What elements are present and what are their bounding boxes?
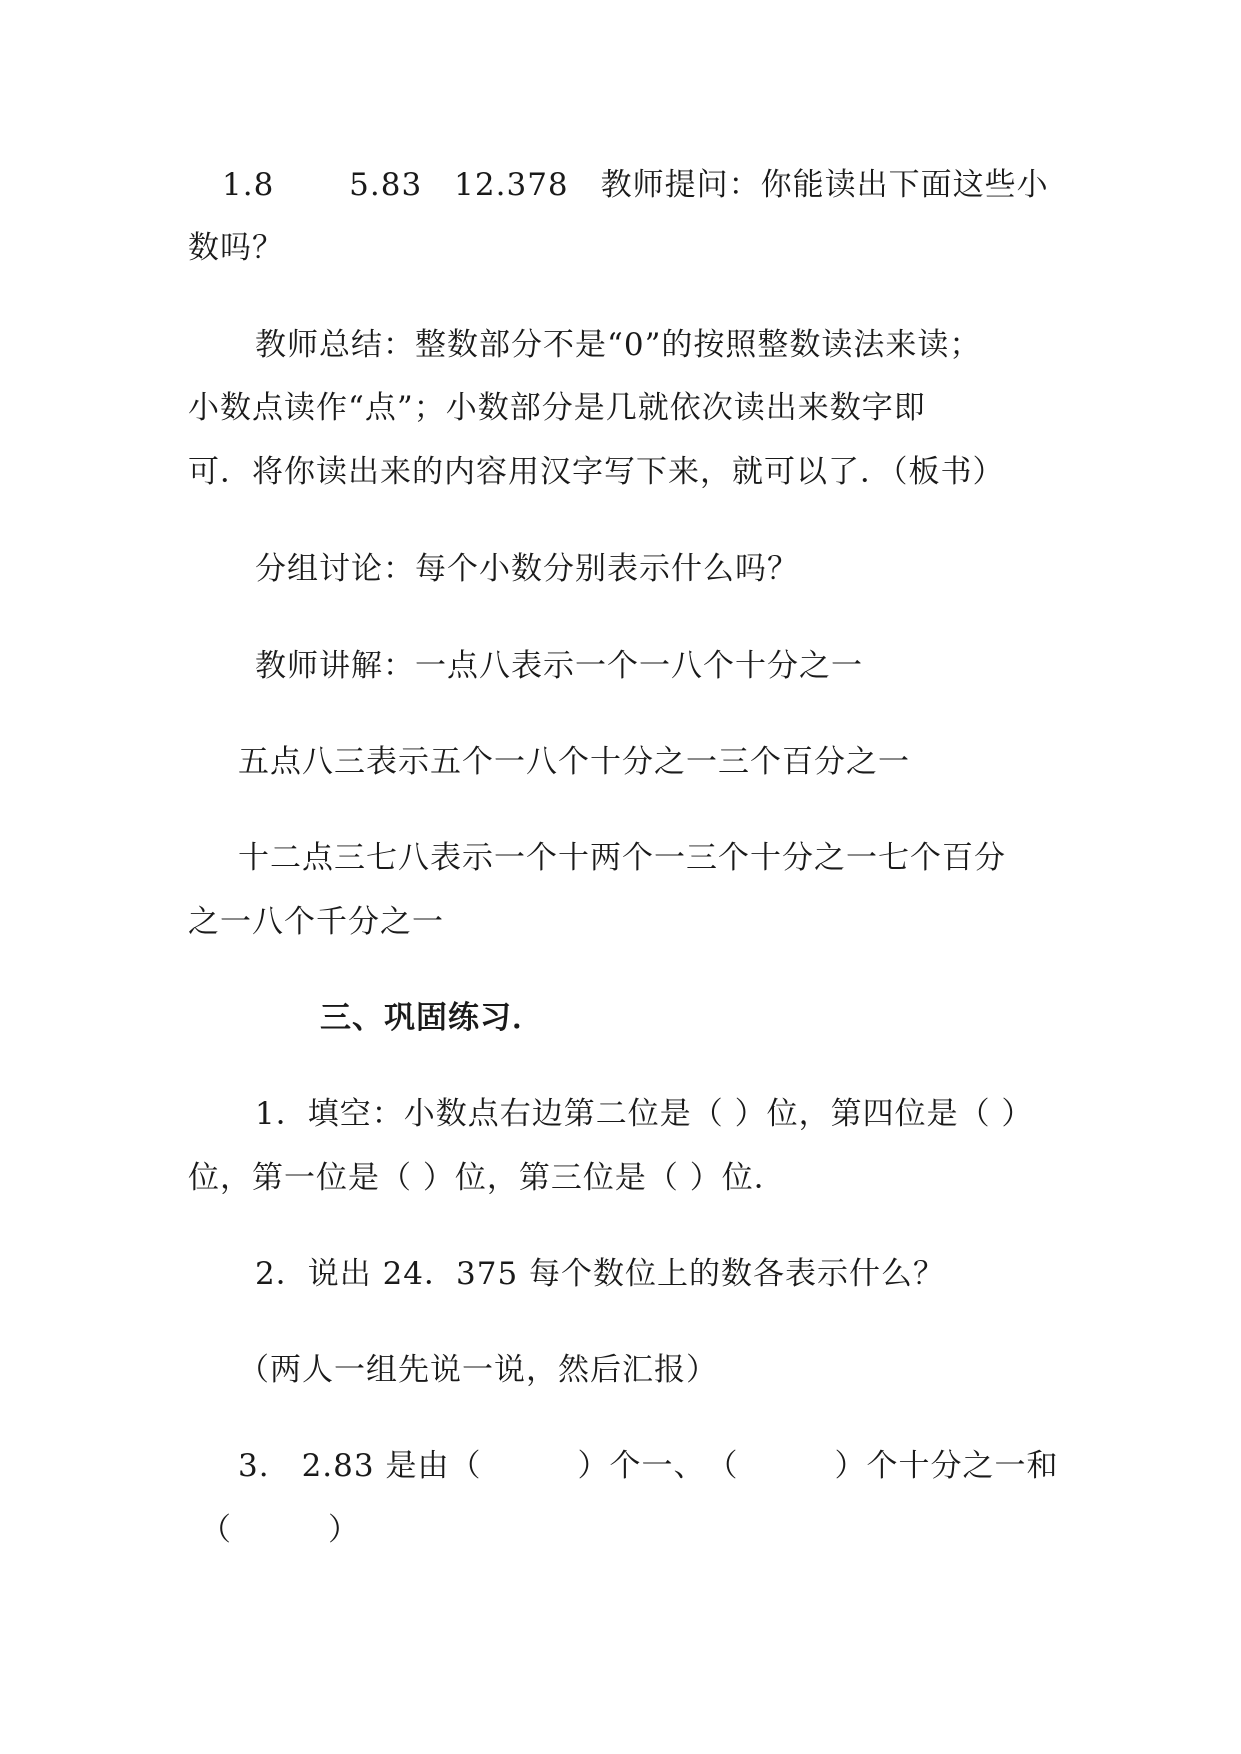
text-line-12: 1．填空：小数点右边第二位是（ ）位，第四位是（ ） — [255, 1096, 1034, 1132]
text-line-6: 分组讨论：每个小数分别表示什么吗？ — [255, 551, 799, 587]
text-line-3: 教师总结：整数部分不是“0”的按照整数读法来读； — [255, 327, 982, 363]
text-line-7: 教师讲解：一点八表示一个一八个十分之一 — [255, 648, 863, 684]
text-line-5: 可．将你读出来的内容用汉字写下来，就可以了．（板书） — [188, 454, 1005, 490]
text-line-17: （ ） — [200, 1512, 360, 1548]
text-line-1: 1.8 5.83 12.378 教师提问：你能读出下面这些小 — [222, 167, 1049, 203]
text-line-8: 五点八三表示五个一八个十分之一三个百分之一 — [238, 744, 910, 780]
text-line-9: 十二点三七八表示一个十两个一三个十分之一七个百分 — [238, 840, 1006, 876]
text-line-14: 2．说出 24．375 每个数位上的数各表示什么？ — [255, 1256, 946, 1292]
text-line-10: 之一八个千分之一 — [188, 904, 444, 940]
text-line-13: 位，第一位是（ ）位，第三位是（ ）位． — [188, 1160, 786, 1196]
text-line-16: 3. 2.83 是由（ ）个一、 （ ）个十分之一和 — [238, 1448, 1059, 1484]
text-line-2: 数吗？ — [188, 230, 284, 266]
section-heading: 三、巩固练习． — [320, 1000, 544, 1036]
text-line-4: 小数点读作“点”；小数部分是几就依次读出来数字即 — [188, 390, 926, 426]
text-line-15: （两人一组先说一说，然后汇报） — [238, 1352, 718, 1388]
